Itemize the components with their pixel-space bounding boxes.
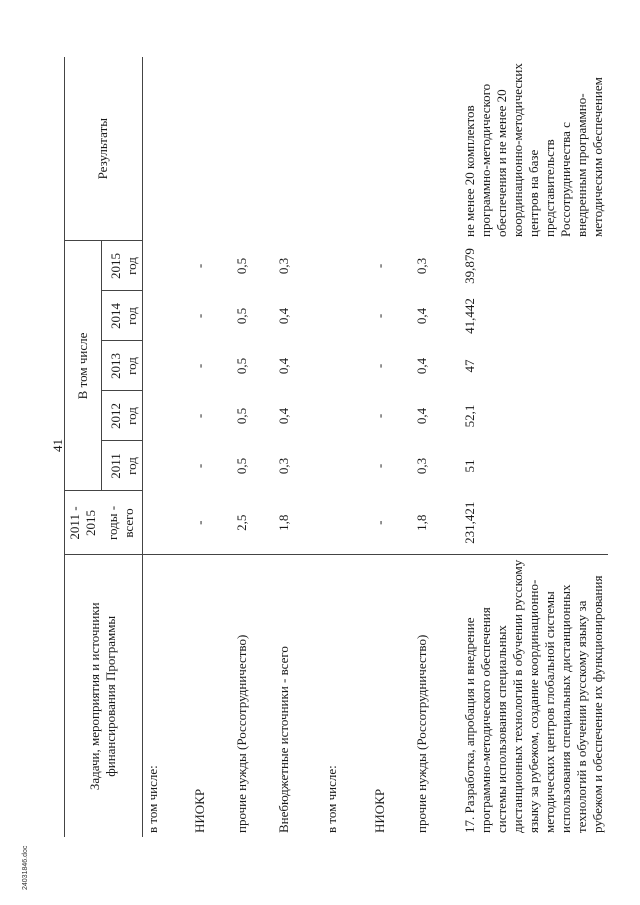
cell-year-2012: 0,4 (276, 407, 291, 425)
cell-year-2015 (142, 241, 190, 291)
table-row (232, 57, 274, 837)
row-label: прочие нужды (Россотрудничество) (232, 555, 274, 837)
cell-year-2014 (142, 291, 190, 341)
cell-year-2015: 0,5 (234, 257, 249, 275)
row-label: в том числе: (142, 555, 190, 837)
row-result (190, 57, 232, 241)
page-number: 41 (50, 439, 65, 452)
row-label: НИОКР (190, 555, 232, 837)
cell-year-2014: 41,442 (462, 298, 477, 334)
table-row (460, 57, 608, 837)
cell-year-2011 (142, 441, 190, 491)
cell-year-2013: - (192, 363, 207, 369)
table-row (190, 57, 232, 837)
header-year-2011: 2011 год (106, 441, 143, 491)
cell-total (322, 491, 370, 555)
cell-year-2012: - (192, 413, 207, 419)
cell-total (142, 491, 190, 555)
header-including: В том числе (65, 241, 102, 491)
row-label: в том числе: (322, 555, 370, 837)
cell-year-2014: 0,4 (414, 307, 429, 325)
header-total-label: годы - всего (101, 491, 142, 555)
cell-year-2012: - (372, 413, 387, 419)
row-result (322, 57, 370, 241)
cell-year-2015: 0,3 (414, 257, 429, 275)
row-label: НИОКР (370, 555, 412, 837)
cell-year-2011: 0,3 (414, 457, 429, 475)
table-header (65, 57, 143, 837)
table-body (142, 57, 608, 837)
cell-total: - (372, 520, 387, 525)
row-result (142, 57, 190, 241)
cell-total: 1,8 (276, 514, 291, 531)
cell-total: 2,5 (234, 514, 249, 531)
row-label: прочие нужды (Россотрудничество) (412, 555, 460, 837)
header-year-2014: 2014 год (106, 291, 143, 341)
header-year-2012: 2012 год (106, 391, 143, 441)
table-row (370, 57, 412, 837)
cell-total: 1,8 (414, 514, 429, 531)
cell-year-2014: - (372, 313, 387, 319)
cell-year-2014: 0,4 (276, 307, 291, 325)
cell-year-2011: - (192, 463, 207, 469)
cell-year-2012 (142, 391, 190, 441)
cell-year-2015: 39,879 (462, 248, 477, 284)
header-year-2013: 2013 год (106, 341, 143, 391)
program-table (64, 57, 608, 837)
row-label: 17. Разработка, апробация и внедрение программно-методического обеспечения системы использования специальных дистанционных технологий в обучении русскому языку за рубежом, создание координационно-методических центров глобальной системы использования специальных дистанционных технологий в обучении русскому языку за рубежом и обеспечение их функционирования (460, 555, 608, 837)
header-total-years: 2011 - 2015 (65, 491, 102, 555)
row-result (370, 57, 412, 241)
cell-year-2013: 47 (462, 359, 477, 373)
table-row (412, 57, 460, 837)
row-result (412, 57, 460, 241)
header-year-2015: 2015 год (106, 241, 143, 291)
cell-year-2011: 51 (462, 459, 477, 473)
cell-year-2014: - (192, 313, 207, 319)
row-result: не менее 20 комплектов программно-методического обеспечения и не менее 20 координационно-методических центров на базе представительств Россотрудничества с внедренным программно-методическим обеспечением (462, 63, 605, 237)
cell-year-2013: - (372, 363, 387, 369)
cell-year-2013 (322, 341, 370, 391)
cell-year-2012: 52,1 (462, 404, 477, 428)
cell-year-2012: 0,5 (234, 407, 249, 425)
cell-year-2011: 0,3 (276, 457, 291, 475)
cell-year-2011 (322, 441, 370, 491)
header-results: Результаты (65, 57, 143, 241)
cell-year-2014 (322, 291, 370, 341)
cell-total: - (192, 520, 207, 525)
cell-year-2014: 0,5 (234, 307, 249, 325)
cell-year-2013: 0,4 (276, 357, 291, 375)
row-result (232, 57, 274, 241)
document-code: 24031846.doc (22, 845, 29, 890)
row-result (274, 57, 322, 241)
cell-year-2013 (142, 341, 190, 391)
table-row (274, 57, 322, 837)
cell-year-2011: - (372, 463, 387, 469)
cell-year-2015: - (372, 263, 387, 269)
cell-year-2013: 0,4 (414, 357, 429, 375)
cell-year-2015: 0,3 (276, 257, 291, 275)
row-label: Внебюджетные источники - всего (274, 555, 322, 837)
cell-year-2015: - (192, 263, 207, 269)
cell-year-2012 (322, 391, 370, 441)
cell-total: 231,421 (462, 501, 477, 544)
table-row (142, 57, 190, 837)
cell-year-2013: 0,5 (234, 357, 249, 375)
cell-year-2015 (322, 241, 370, 291)
cell-year-2012: 0,4 (414, 407, 429, 425)
header-tasks: Задачи, мероприятия и источники финансирования Программы (65, 555, 143, 837)
table-row (322, 57, 370, 837)
cell-year-2011: 0,5 (234, 457, 249, 475)
